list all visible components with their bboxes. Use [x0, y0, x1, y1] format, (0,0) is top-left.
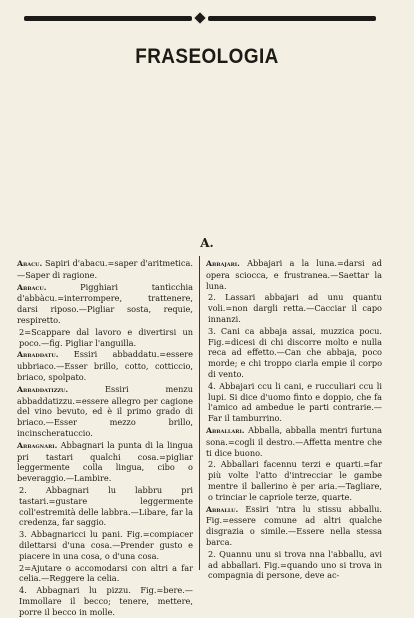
entry-headword: Abbacu.	[17, 282, 47, 292]
entry-headword: Abbagnari.	[17, 440, 58, 450]
dictionary-entry	[206, 381, 382, 424]
dictionary-entry	[17, 384, 193, 439]
dictionary-entry	[206, 459, 382, 502]
entry-text: 2. Abballari facennu terzi e quarti.=far più volte l'atto d'intrecciar le gambe mentre il ballerino è per aria.—Tagliare, o trinciar le capriole terze, quarte.	[208, 459, 382, 502]
entry-headword: Abbajari.	[206, 259, 240, 268]
entry-text: Pigghiari tantìcchia d'abbàcu.=interrompere, trattenere, darsi riposo.—Pigliar sosta, requie, respiretto.	[17, 281, 193, 325]
entry-text: 4. Abbagnari lu pizzu. Fig.=bere.—Immollare il becco; tenere, mettere, porre il becco in molle.	[19, 585, 193, 617]
dictionary-entry	[17, 485, 193, 528]
entry-text: 2. Quannu unu si trova nna l'abballu, avi ad abballari. Fig.=quando uno si trova in compagnia di persone, deve ac-	[208, 548, 382, 581]
dictionary-entry	[17, 563, 193, 585]
entry-headword: Abbaddatu.	[17, 350, 59, 360]
dictionary-entry	[206, 292, 382, 324]
dictionary-entry	[17, 282, 193, 326]
dictionary-entry	[17, 440, 193, 484]
dictionary-entry	[206, 258, 382, 291]
section-letter: A.	[200, 236, 214, 250]
right-column	[206, 258, 382, 581]
entry-text: Abbajari a la luna.=darsi ad opera sciocca, e frustranea.—Saettar la luna.	[206, 258, 382, 291]
dictionary-entry	[206, 504, 382, 548]
dictionary-entry	[17, 258, 193, 281]
entry-text: Sapiri d'abacu.=saper d'aritmetica.—Saper di ragione.	[17, 258, 193, 280]
dictionary-entry	[206, 326, 382, 380]
entry-text: 2. Lassari abbajari ad unu quantu voli.=non dargli retta.—Cacciar il capo innanzi.	[208, 292, 382, 324]
dictionary-entry	[206, 425, 382, 458]
entry-text: 2=Ajutare o accomodarsi con altri a far celia.—Reggere la celia.	[19, 562, 193, 584]
entry-text: 4. Abbajari ccu li cani, e rucculiari ccu li lupi. Si dice d'uomo finto e doppio, che fa l'amico ad ambedue le parti contrarie.—Far il tamburrino.	[208, 380, 382, 424]
entry-headword: Abbaddatizzu.	[17, 384, 69, 394]
dictionary-entry	[206, 549, 382, 581]
entry-headword: Abballari.	[206, 425, 245, 435]
entry-text: Essiri menzu abbaddatizzu.=essere allegro per cagione del vino bevuto, ed è il primo grado di briaco.—Esser mezzo brillo, incinscheratuccio.	[17, 383, 193, 438]
entry-text: 2=Scappare dal lavoro e divertirsi un poco.—fig. Pigliar l'anguilla.	[19, 326, 193, 348]
column-divider	[199, 256, 200, 570]
dictionary-entry	[17, 327, 193, 349]
dictionary-entry	[17, 349, 193, 382]
top-ornamental-rule	[24, 12, 376, 24]
entry-text: Abballa, abballa mentri furtuna sona.=cogli il destro.—Affetta mentre che ti dice buono.	[206, 424, 382, 458]
entry-text: 2. Abbagnari lu labbru pri tastari.=gustare leggermente coll'estremità delle labbra.—Libare, far la credenza, far saggio.	[19, 484, 193, 528]
entry-headword: Abballu.	[206, 504, 239, 514]
dictionary-entry	[17, 529, 193, 561]
dictionary-entry	[17, 585, 193, 617]
entry-text: Essiri abbaddatu.=essere ubbriaco.—Esser brillo, cotto, cotticcio, briaco, spolpato.	[17, 349, 194, 382]
page-title: FRASEOLOGIA	[135, 45, 279, 68]
entry-text: 3. Cani ca abbaja assai, muzzica pocu. Fig.=dicesi di chi discorre molto e nulla reca ad effetto.—Can che abbaja, poco morde; e chi troppo ciarla empie il corpo di vento.	[208, 325, 382, 379]
left-column	[17, 258, 194, 617]
entry-headword: Abacu.	[17, 259, 43, 268]
entry-text: 3. Abbagnaricci lu pani. Fig.=compiacer dilettarsi d'una cosa.—Prender gusto e piacere in una cosa, o d'una cosa.	[19, 529, 193, 561]
entry-text: Essiri 'ntra lu stissu abballu. Fig.=essere comune ad altri qualche disgrazia o simile.—Essere nella stessa barca.	[206, 503, 382, 547]
entry-text: Abbagnari la punta di la lingua pri tastari qualchi cosa.=pigliar leggermente colla lingua, cibo o beveraggio.—Lambire.	[17, 439, 193, 484]
